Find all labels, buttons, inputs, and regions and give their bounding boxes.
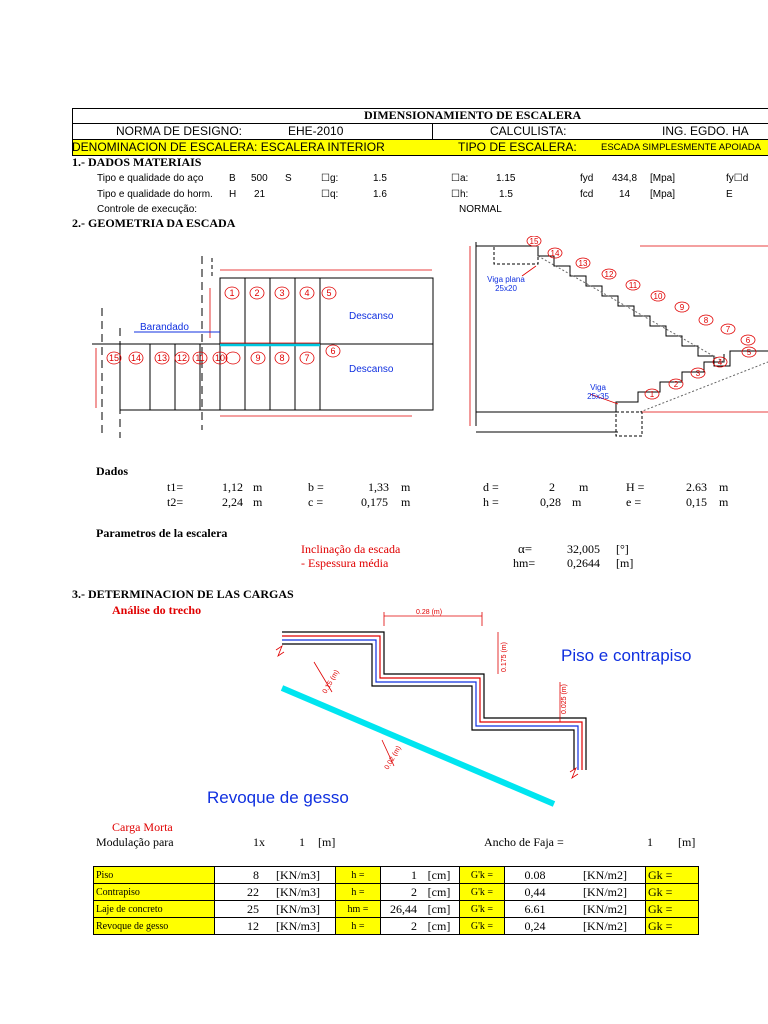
dados-t2-unit: m [253, 495, 263, 509]
espessura-unit: [m] [616, 556, 634, 570]
gamma-h-label: ☐h: [451, 189, 469, 200]
inclinacao-value: 32,005 [567, 542, 600, 556]
dados-e-val: 0,15 [686, 495, 707, 509]
load-h-unit: [cm] [419, 918, 460, 935]
horm-c2: 21 [254, 189, 266, 200]
faja-unit: [m] [678, 835, 696, 849]
espessura-label: - Espessura média [301, 556, 389, 570]
load-g-unit: [KN/m2] [565, 918, 646, 935]
gamma-q-label: ☐q: [321, 189, 339, 200]
load-h-unit: [cm] [419, 867, 460, 884]
load-h-key: h = [336, 867, 381, 884]
section2-title: 2.- GEOMETRIA DA ESCADA [72, 216, 236, 230]
gamma-q-value: 1.6 [373, 189, 387, 200]
dim-0025: 0.025 (m) [561, 684, 568, 714]
dados-c-unit: m [401, 495, 411, 509]
inclinacao-symbol: α= [518, 541, 533, 556]
section-step-9: 9 [679, 303, 685, 312]
plan-step-13: 13 [156, 353, 168, 363]
fycd-label: fy☐d [726, 173, 749, 184]
fyd-unit: [Mpa] [650, 173, 676, 184]
load-name: Piso [94, 867, 215, 884]
table-row [94, 918, 699, 935]
plan-step-15: 15 [108, 353, 120, 363]
load-gk2-key: Gk = [646, 918, 699, 935]
load-h-unit: [cm] [419, 901, 460, 918]
plan-step-5: 5 [326, 288, 332, 298]
section-step-2: 2 [673, 380, 679, 389]
section-step-11: 11 [628, 281, 638, 290]
dados-t1-unit: m [253, 480, 263, 494]
load-gk-key: G'k = [460, 867, 505, 884]
dados-e-key: e = [626, 495, 642, 509]
load-gamma-unit: [KN/m3] [261, 901, 336, 918]
dados-b-key: b = [308, 480, 324, 494]
load-gk-key: G'k = [460, 901, 505, 918]
dados-t1-key: t1= [167, 480, 184, 494]
section-step-5: 5 [746, 348, 752, 357]
dados-c-val: 0,175 [361, 495, 388, 509]
dados-c-key: c = [308, 495, 324, 509]
load-gk-key: G'k = [460, 884, 505, 901]
e-label: E [726, 189, 733, 200]
table-row [94, 867, 699, 884]
dados-h-unit: m [572, 495, 582, 509]
section-step-6: 6 [745, 336, 751, 345]
load-gk2-key: Gk = [646, 867, 699, 884]
plan-step-1: 1 [229, 288, 235, 298]
dados-t2-key: t2= [167, 495, 184, 509]
gamma-a-label: ☐a: [451, 173, 469, 184]
load-gamma-unit: [KN/m3] [261, 918, 336, 935]
load-name: Revoque de gesso [94, 918, 215, 935]
plan-step-10: 10 [214, 353, 226, 363]
section-step-1: 1 [649, 390, 655, 399]
dim-0175: 0.175 (m) [501, 642, 508, 672]
parametros-title: Parametros de la escalera [96, 526, 228, 540]
load-name: Contrapiso [94, 884, 215, 901]
tipo-label: TIPO DE ESCALERA: [458, 140, 577, 154]
plan-step-14: 14 [130, 353, 142, 363]
load-gk-key: G'k = [460, 918, 505, 935]
load-g-unit: [KN/m2] [565, 901, 646, 918]
load-gamma-unit: [KN/m3] [261, 884, 336, 901]
load-gamma: 25 [215, 901, 262, 918]
section-step-13: 13 [578, 259, 588, 268]
section3-title: 3.- DETERMINACION DE LAS CARGAS [72, 587, 294, 601]
analise-label: Análise do trecho [112, 603, 202, 617]
plan-step-9: 9 [255, 353, 261, 363]
dados-e-unit: m [719, 495, 729, 509]
load-name: Laje de concreto [94, 901, 215, 918]
aco-label: Tipo e qualidade do aço [97, 173, 204, 184]
gamma-h-value: 1.5 [499, 189, 513, 200]
dados-b-unit: m [401, 480, 411, 494]
dados-t2-val: 2,24 [222, 495, 243, 509]
norma-label: NORMA DE DESIGNO: [116, 124, 243, 138]
plan-step-2: 2 [254, 288, 260, 298]
plan-step-11: 11 [195, 353, 205, 363]
piso-contrapiso-label: Piso e contrapiso [561, 646, 692, 665]
plan-step-12: 12 [176, 353, 188, 363]
horm-label: Tipo e qualidade do horm. [97, 189, 213, 200]
gamma-a-value: 1.15 [496, 173, 516, 184]
dim-015: 0.15 (m) [321, 668, 341, 695]
load-gamma: 12 [215, 918, 262, 935]
load-g-unit: [KN/m2] [565, 867, 646, 884]
modulacao-v2: 1 [299, 835, 305, 849]
viga-dim: 25x35 [587, 392, 609, 401]
load-g: 6.61 [505, 901, 566, 918]
plan-step-8: 8 [279, 353, 285, 363]
dados-title: Dados [96, 464, 129, 478]
controle-label: Controle de execução: [97, 204, 198, 215]
fyd-label: fyd [580, 173, 594, 184]
dados-d-val: 2 [549, 480, 555, 494]
viga-plana-dim: 25x20 [495, 284, 517, 293]
dados-h-key: h = [483, 495, 499, 509]
plan-step-6: 6 [330, 346, 336, 356]
load-gamma: 8 [215, 867, 262, 884]
dados-d-key: d = [483, 480, 499, 494]
plan-step-7: 7 [304, 353, 310, 363]
aco-c3: S [285, 173, 292, 184]
aco-c2: 500 [251, 173, 268, 184]
load-g-unit: [KN/m2] [565, 884, 646, 901]
dados-b-val: 1,33 [368, 480, 389, 494]
load-section-drawing [270, 606, 610, 812]
section-step-3: 3 [695, 369, 701, 378]
section-step-7: 7 [725, 325, 731, 334]
section-step-4: 4 [717, 358, 723, 367]
fcd-unit: [Mpa] [650, 189, 676, 200]
espessura-symbol: hm= [513, 556, 536, 570]
plan-step-4: 4 [304, 288, 310, 298]
espessura-value: 0,2644 [567, 556, 600, 570]
revoque-gesso-label: Revoque de gesso [207, 788, 349, 807]
modulacao-label: Modulação para [96, 835, 174, 849]
fyd-value: 434,8 [612, 173, 638, 184]
dim-002: 0.02 (m) [383, 744, 403, 771]
gamma-g-label: ☐g: [321, 173, 339, 184]
sheet-title: DIMENSIONAMIENTO DE ESCALERA [364, 108, 582, 122]
load-gamma: 22 [215, 884, 262, 901]
dim-028: 0.28 (m) [416, 609, 443, 616]
descanso-lower-label: Descanso [349, 364, 394, 375]
load-h-key: h = [336, 918, 381, 935]
carga-morta-table [93, 866, 699, 935]
faja-label: Ancho de Faja = [484, 835, 564, 849]
section-step-14: 14 [550, 249, 560, 258]
stair-section-drawing [466, 236, 768, 440]
descanso-upper-label: Descanso [349, 311, 394, 322]
fcd-value: 14 [619, 189, 631, 200]
load-gk2-key: Gk = [646, 901, 699, 918]
load-h-key: hm = [336, 901, 381, 918]
load-h: 1 [381, 867, 420, 884]
section-step-8: 8 [703, 316, 709, 325]
gamma-g-value: 1.5 [373, 173, 387, 184]
dados-H-val: 2.63 [686, 480, 707, 494]
tipo-value: ESCADA SIMPLESMENTE APOIADA [601, 142, 761, 153]
section1-title: 1.- DADOS MATERIAIS [72, 155, 202, 169]
dados-d-unit: m [579, 480, 589, 494]
modulacao-unit: [m] [318, 835, 336, 849]
fcd-label: fcd [580, 189, 594, 200]
denominacion-text: DENOMINACION DE ESCALERA: ESCALERA INTERIOR [72, 140, 385, 154]
inclinacao-label: Inclinação da escada [301, 542, 401, 556]
norma-value: EHE-2010 [288, 124, 344, 138]
calculista-label: CALCULISTA: [490, 124, 567, 138]
controle-value: NORMAL [459, 204, 502, 215]
load-g: 0,24 [505, 918, 566, 935]
carga-morta-title: Carga Morta [112, 820, 173, 834]
load-h-key: h = [336, 884, 381, 901]
dados-h-val: 0,28 [540, 495, 561, 509]
faja-value: 1 [647, 835, 653, 849]
inclinacao-unit: [°] [616, 542, 629, 556]
dados-H-unit: m [719, 480, 729, 494]
load-gk2-key: Gk = [646, 884, 699, 901]
section-step-10: 10 [653, 292, 663, 301]
load-g: 0,44 [505, 884, 566, 901]
load-h-unit: [cm] [419, 884, 460, 901]
stair-plan-drawing [92, 248, 452, 438]
load-g: 0.08 [505, 867, 566, 884]
calculista-value: ING. EGDO. HA [662, 124, 749, 138]
table-row [94, 901, 699, 918]
viga-label: Viga [590, 383, 606, 392]
dados-t1-val: 1,12 [222, 480, 243, 494]
load-h: 2 [381, 884, 420, 901]
load-h: 2 [381, 918, 420, 935]
plan-step-3: 3 [279, 288, 285, 298]
viga-plana-label: Viga plana [487, 275, 525, 284]
table-row [94, 884, 699, 901]
section-step-15: 15 [529, 237, 539, 246]
load-h: 26,44 [381, 901, 420, 918]
aco-c1: B [229, 173, 236, 184]
section-step-12: 12 [604, 270, 614, 279]
load-gamma-unit: [KN/m3] [261, 867, 336, 884]
dados-H-key: H = [626, 480, 645, 494]
modulacao-v1: 1x [253, 835, 265, 849]
horm-c1: H [229, 189, 237, 200]
barandado-label: Barandado [140, 322, 189, 333]
